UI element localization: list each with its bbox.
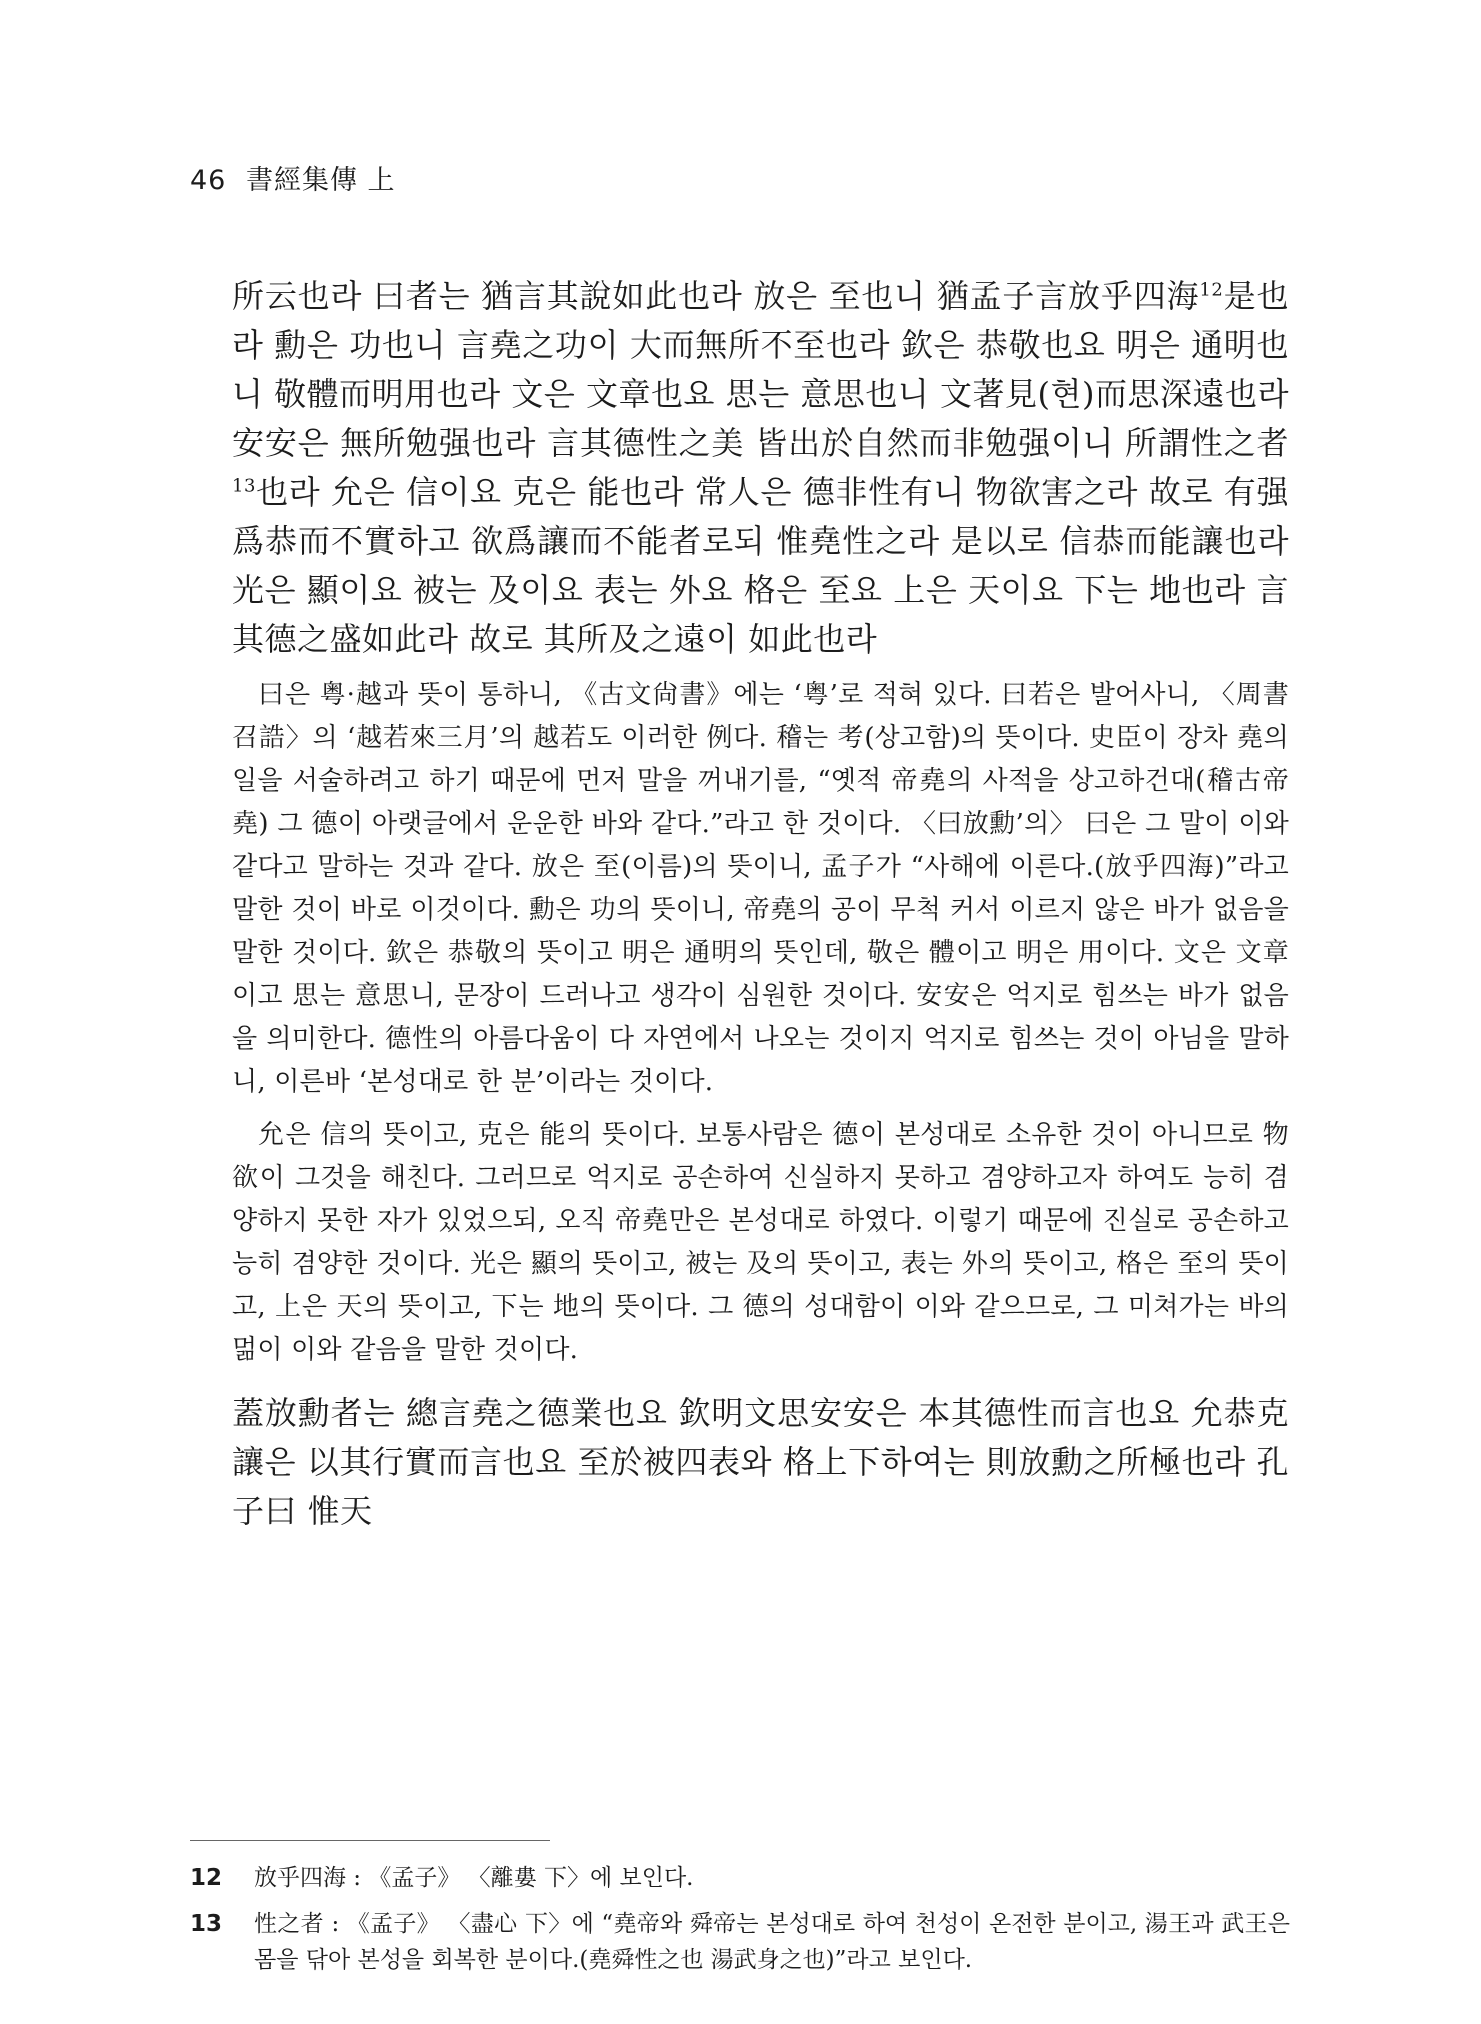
running-header [190,158,396,197]
classical-commentary-1 [232,272,1289,664]
footnote-text: 放乎四海 : 《孟子》 〈離婁 下〉에 보인다. [254,1865,694,1891]
main-text [232,272,1289,1536]
korean-translation-2: 允은 信의 뜻이고, 克은 能의 뜻이다. 보통사람은 德이 본성대로 소유한 것이 아니므로 物欲이 그것을 해친다. 그러므로 억지로 공손하여 신실하지 못하고 겸양하고자 하여도 능히 겸양하지 못한 자가 있었으되, 오직 帝堯만은 본성대로 하였다. 이렇기 때문에 진실로 공손하고 능히 겸양한 것이다. 光은 顯의 뜻이고, 被는 及의 뜻이고, 表는 外의 뜻이고, 格은 至의 뜻이고, 上은 天의 뜻이고, 下는 地의 뜻이다. 그 德의 성대함이 이와 같으므로, 그 미쳐가는 바의 멂이 이와 같음을 말한 것이다. [232,1120,1289,1365]
classical-segment: 是也라 勳은 功也니 言堯之功이 大而無所不至也라 欽은 恭敬也요 明은 通明也니 敬體而明用也라 文은 文章也요 思는 意思也니 文著見(현)而思深遠也라 安安은 無所勉强也라 言其德性之美 皆出於自然而非勉强이니 所謂性之者 [232,277,1289,462]
korean-translation-1: 曰은 粤·越과 뜻이 통하니, 《古文尙書》에는 ‘粤’로 적혀 있다. 曰若은 발어사니, 〈周書 召誥〉의 ‘越若來三月’의 越若도 이러한 例다. 稽는 考(상고함)의 뜻이다. 史臣이 장차 堯의 일을 서술하려고 하기 때문에 먼저 말을 꺼내기를, “옛적 帝堯의 사적을 상고하건대(稽古帝堯) 그 德이 아랫글에서 운운한 바와 같다.”라고 한 것이다. 〈曰放勳’의〉 曰은 그 말이 이와 같다고 말하는 것과 같다. 放은 至(이름)의 뜻이니, 孟子가 “사해에 이른다.(放乎四海)”라고 말한 것이 바로 이것이다. 勳은 功의 뜻이니, 帝堯의 공이 무척 커서 이르지 않은 바가 없음을 말한 것이다. 欽은 恭敬의 뜻이고 明은 通明의 뜻인데, 敬은 體이고 明은 用이다. 文은 文章이고 思는 意思니, 문장이 드러나고 생각이 심원한 것이다. 安安은 억지로 힘쓰는 바가 없음을 의미한다. 德性의 아름다움이 다 자연에서 나오는 것이지 억지로 힘쓰는 것이 아님을 말하니, 이른바 ‘본성대로 한 분’이라는 것이다. [232,680,1289,1097]
footnote-divider [190,1840,550,1841]
footnote-13 [190,1906,1290,1978]
classical-segment: 也라 允은 信이요 克은 能也라 常人은 德非性有니 物欲害之라 故로 有强爲恭而不實하고 欲爲讓而不能者로되 惟堯性之라 是以로 信恭而能讓也라 光은 顯이요 被는 及이요 表는 外요 格은 至요 上은 天이요 下는 地也라 言其德之盛如此라 故로 其所及之遠이 如此也라 [232,473,1289,658]
footnote-12 [190,1860,1290,1896]
classical-segment: 所云也라 曰者는 猶言其說如此也라 放은 至也니 猶孟子言放乎四海 [232,277,1200,315]
footnote-number: 12 [190,1865,223,1891]
footnote-ref-13[interactable]: 13 [232,475,256,497]
footnote-text: 性之者 : 《孟子》 〈盡心 下〉에 “堯帝와 舜帝는 본성대로 하여 천성이 온전한 분이고, 湯王과 武王은 몸을 닦아 본성을 회복한 분이다.(堯舜性之也 湯武身之也)”라고 보인다. [254,1911,1290,1973]
footnote-ref-12[interactable]: 12 [1199,279,1224,301]
page-number: 46 [190,165,227,196]
footnote-number: 13 [190,1911,223,1937]
classical-commentary-2: 蓋放勳者는 總言堯之德業也요 欽明文思安安은 本其德性而言也요 允恭克讓은 以其行實而言也요 至於被四表와 格上下하여는 則放勳之所極也라 孔子曰 惟天 [232,1394,1289,1530]
book-title: 書經集傳 上 [245,165,396,196]
